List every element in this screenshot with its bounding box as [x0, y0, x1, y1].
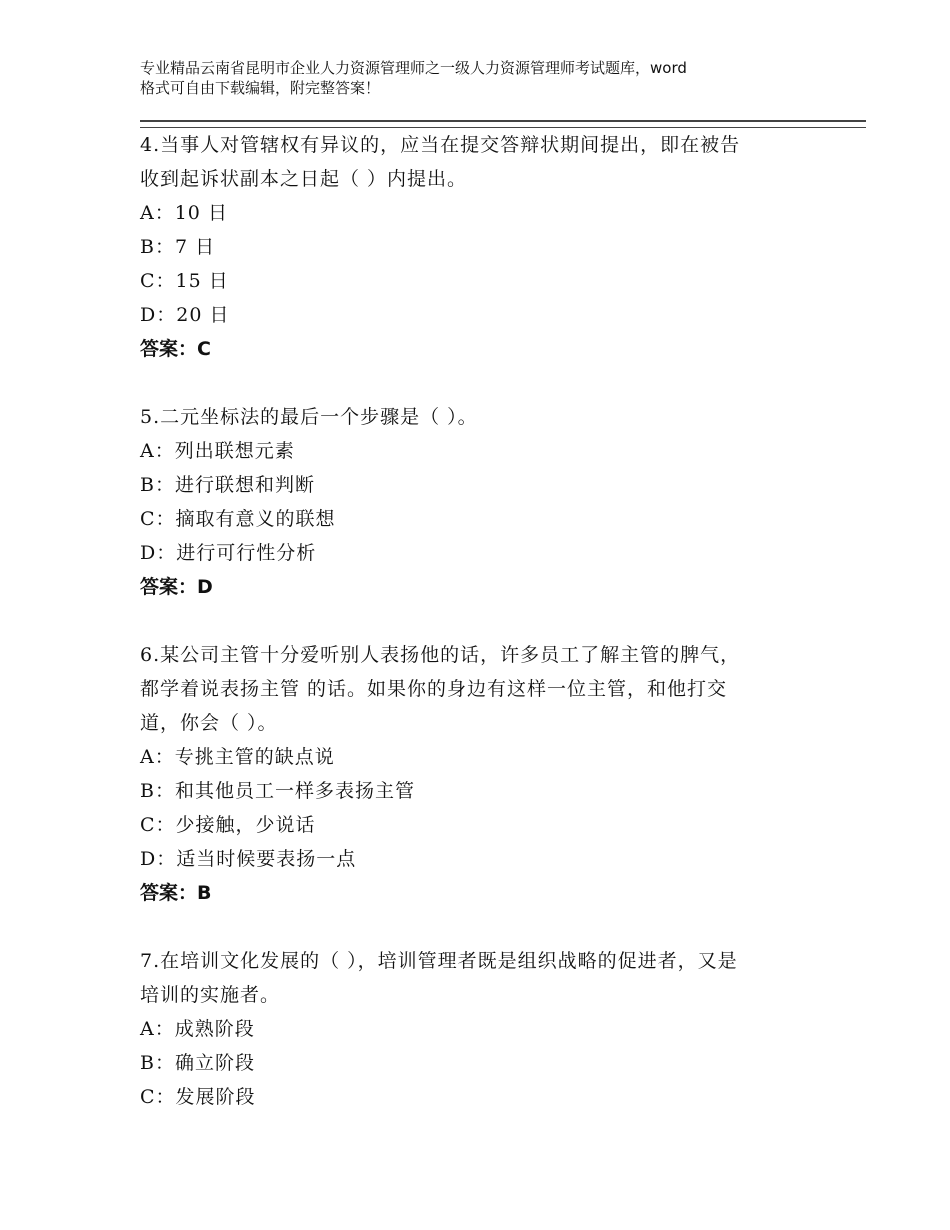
option-c: C：摘取有意义的联想 [140, 508, 336, 530]
answer-label: 答案：D [140, 576, 213, 598]
question-5 [140, 400, 830, 604]
header-divider [140, 120, 866, 128]
question-list [140, 128, 830, 1148]
question-text-line: 都学着说表扬主管 的话。如果你的身边有这样一位主管，和他打交 [140, 678, 728, 700]
answer-label: 答案：B [140, 882, 212, 904]
option-c: C：15 日 [140, 270, 229, 292]
header-title-line-1: 专业精品云南省昆明市企业人力资源管理师之一级人力资源管理师考试题库，word [140, 59, 687, 77]
question-text-line: 6.某公司主管十分爱听别人表扬他的话，许多员工了解主管的脾气， [140, 644, 741, 666]
option-a: A：10 日 [140, 202, 228, 224]
option-b: B：7 日 [140, 236, 216, 258]
question-text-line: 道，你会（ ）。 [140, 712, 278, 734]
option-b: B：确立阶段 [140, 1052, 255, 1074]
option-a: A：专挑主管的缺点说 [140, 746, 335, 768]
option-a: A：成熟阶段 [140, 1018, 255, 1040]
document-header [140, 58, 840, 98]
question-text-line: 培训的实施者。 [140, 984, 281, 1006]
option-d: D：适当时候要表扬一点 [140, 848, 357, 870]
question-text-line: 5.二元坐标法的最后一个步骤是（ ）。 [140, 406, 478, 428]
question-text-line: 4.当事人对管辖权有异议的，应当在提交答辩状期间提出，即在被告 [140, 134, 741, 156]
option-a: A：列出联想元素 [140, 440, 295, 462]
question-text-line: 收到起诉状副本之日起（ ）内提出。 [140, 168, 468, 190]
option-d: D：进行可行性分析 [140, 542, 317, 564]
header-title-line-2: 格式可自由下载编辑，附完整答案！ [140, 79, 381, 97]
option-b: B：进行联想和判断 [140, 474, 315, 496]
option-d: D：20 日 [140, 304, 230, 326]
question-text-line: 7.在培训文化发展的（ ），培训管理者既是组织战略的促进者，又是 [140, 950, 738, 972]
option-b: B：和其他员工一样多表扬主管 [140, 780, 415, 802]
question-6 [140, 638, 830, 910]
question-7 [140, 944, 830, 1114]
option-c: C：少接触，少说话 [140, 814, 316, 836]
question-4 [140, 128, 830, 366]
option-c: C：发展阶段 [140, 1086, 256, 1108]
answer-label: 答案：C [140, 338, 211, 360]
